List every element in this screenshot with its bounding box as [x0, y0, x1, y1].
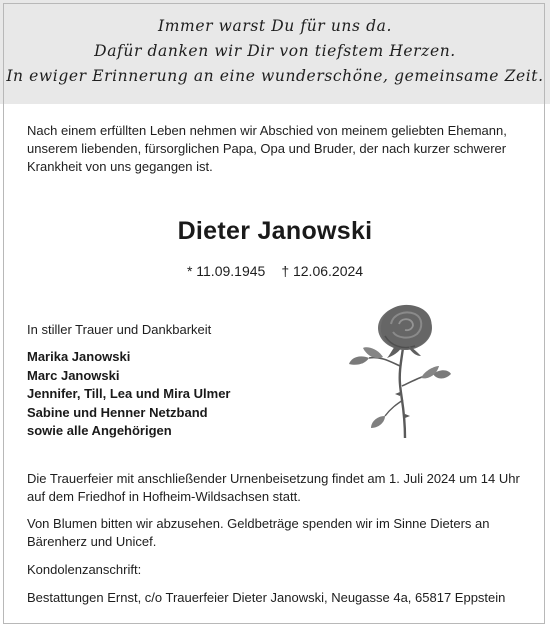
mourners-list — [27, 348, 230, 441]
life-dates — [0, 263, 550, 279]
condolence-address: Bestattungen Ernst, c/o Trauerfeier Dieter Janowski, Neugasse 4a, 65817 Eppstein — [27, 590, 506, 605]
intro-line: Krankheit von uns gegangen ist. — [27, 159, 213, 174]
intro-line: unserem liebenden, fürsorglichen Papa, Opa und Bruder, der nach kurzer schwerer — [27, 141, 507, 156]
condolence-label: Kondolenzanschrift: — [27, 562, 142, 577]
mourner-name: Marc Janowski — [27, 367, 120, 383]
mourner-name: sowie alle Angehörigen — [27, 423, 172, 438]
mourner-name: Marika Janowski — [27, 349, 131, 364]
mourning-intro: In stiller Trauer und Dankbarkeit — [27, 322, 212, 337]
ceremony-paragraph — [27, 470, 520, 506]
header-verse-line-3: In ewiger Erinnerung an eine wunderschöne, gemeinsame Zeit. — [6, 67, 544, 85]
intro-line: Nach einem erfüllten Leben nehmen wir Abschied von meinem geliebten Ehemann, — [27, 123, 507, 138]
donation-paragraph — [27, 515, 490, 551]
mourner-name: Jennifer, Till, Lea und Mira Ulmer — [27, 386, 231, 401]
header-verse-line-2: Dafür danken wir Dir von tiefstem Herzen. — [94, 42, 456, 60]
death-date: † 12.06.2024 — [281, 263, 364, 279]
rose-icon — [345, 300, 455, 440]
donation-line: Bärenherz und Unicef. — [27, 534, 157, 549]
ceremony-line: Die Trauerfeier mit anschließender Urnenbeisetzung findet am 1. Juli 2024 um 14 Uhr — [27, 471, 520, 486]
ceremony-line: auf dem Friedhof in Hofheim-Wildsachsen statt. — [27, 489, 301, 504]
deceased-name: Dieter Janowski — [177, 217, 373, 245]
mourner-name: Sabine und Henner Netzband — [27, 404, 208, 420]
header-verse-line-1: Immer warst Du für uns da. — [158, 17, 392, 35]
birth-date: * 11.09.1945 — [186, 263, 266, 279]
intro-paragraph — [27, 122, 507, 176]
donation-line: Von Blumen bitten wir abzusehen. Geldbeträge spenden wir im Sinne Dieters an — [27, 516, 490, 531]
